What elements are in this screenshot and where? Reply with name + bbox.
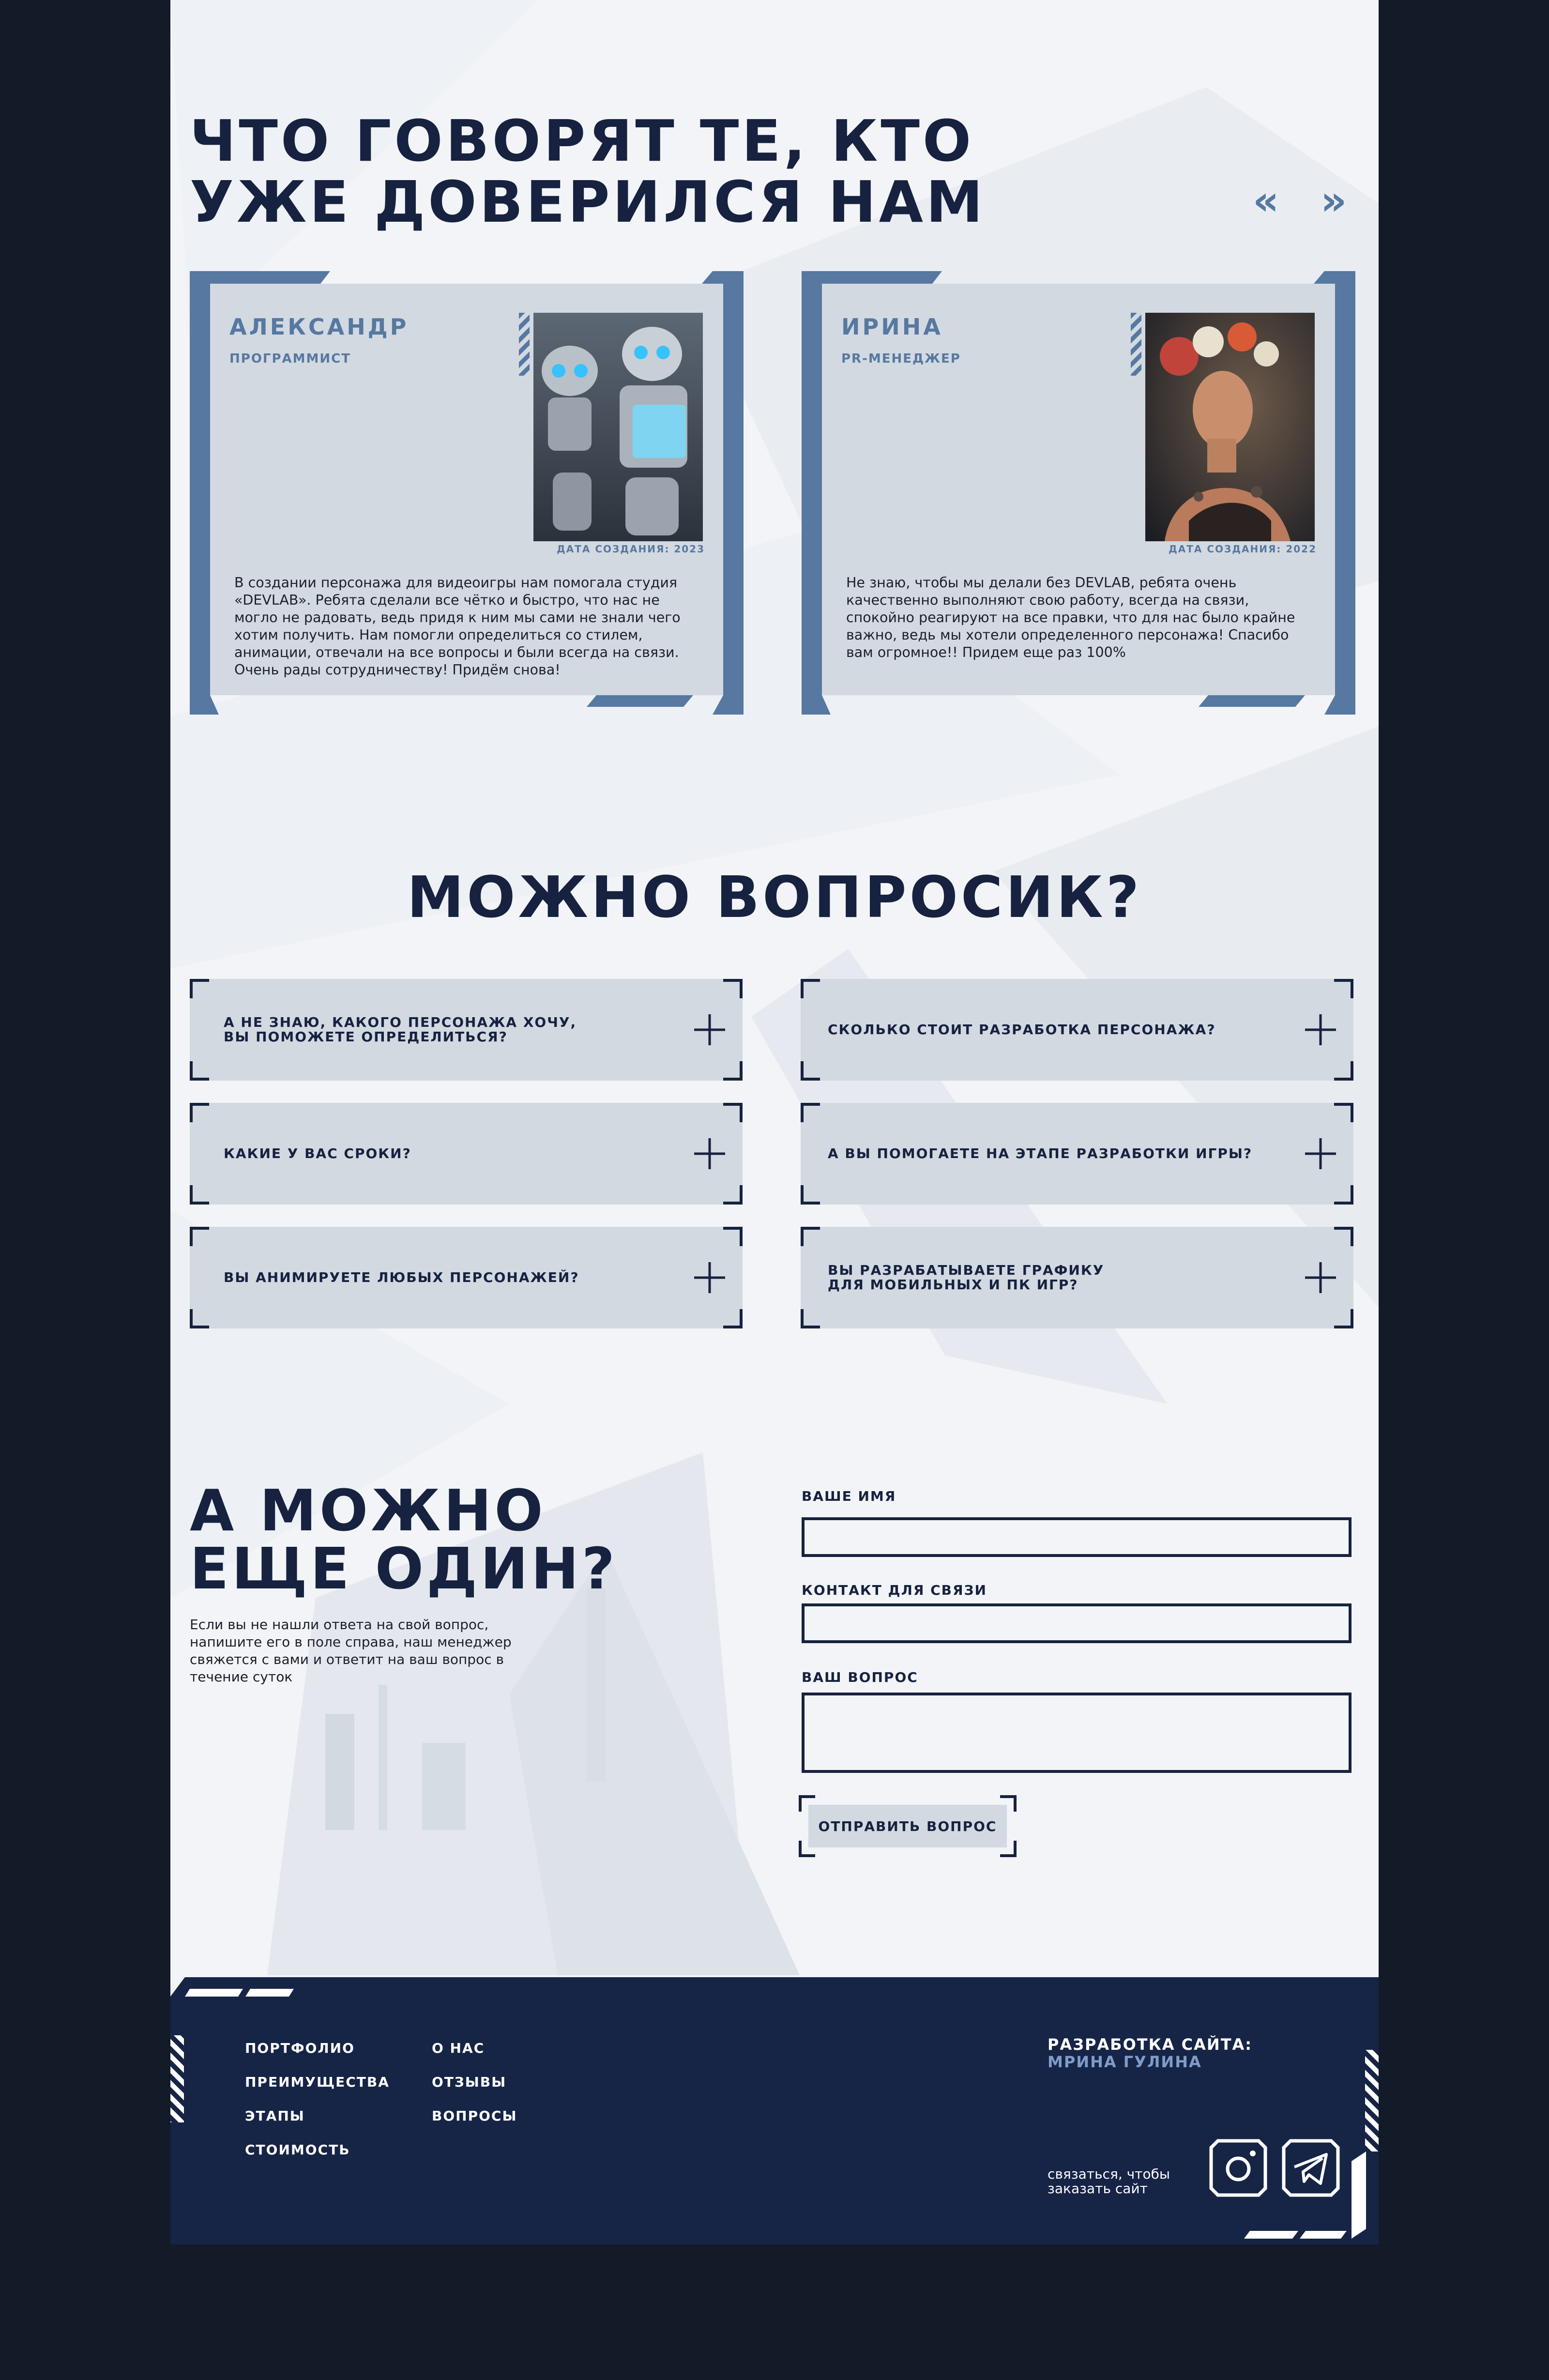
ask-title: А МОЖНО ЕЩЕ ОДИН? <box>190 1477 618 1602</box>
reviews-title: ЧТО ГОВОРЯТ ТЕ, КТО УЖЕ ДОВЕРИЛСЯ НАМ <box>190 107 986 236</box>
footer-background <box>170 1977 1379 2244</box>
contact-label: КОНТАКТ ДЛЯ СВЯЗИ <box>802 1582 987 1598</box>
review-text: Не знаю, чтобы мы делали без DEVLAB, ребята очень качественно выполняют свою работу, всегда на связи, спокойно реагируют на все правки, что для нас было крайне важно, ведь мы хотели определенного персонажа! Спасибо вам огромное!! Придем еще раз 100% <box>846 575 1295 660</box>
footer-link-reviews[interactable]: ОТЗЫВЫ <box>432 2074 507 2090</box>
faq-question: КАКИЕ У ВАС СРОКИ? <box>224 1145 411 1161</box>
footer-link-pricing[interactable]: СТОИМОСТЬ <box>245 2142 350 2158</box>
plus-icon[interactable] <box>1305 1262 1336 1293</box>
plus-icon[interactable] <box>1305 1014 1336 1045</box>
slider-prev-arrow[interactable]: « <box>1253 177 1279 224</box>
footer-link-about[interactable]: О НАС <box>432 2040 485 2056</box>
ask-description: Если вы не нашли ответа на свой вопрос, напишите его в поле справа, наш менеджер свяжется с вами и ответит на ваш вопрос в течение суток <box>190 1617 512 1685</box>
faq-title: МОЖНО ВОПРОСИК? <box>407 864 1142 931</box>
developer-label: РАЗРАБОТКА САЙТА: <box>1048 2035 1253 2054</box>
footer-link-questions[interactable]: ВОПРОСЫ <box>432 2108 517 2124</box>
photo-side-ticks <box>1131 313 1141 376</box>
reviewer-photo-frame <box>519 313 708 541</box>
faq-question: А ВЫ ПОМОГАЕТЕ НА ЭТАПЕ РАЗРАБОТКИ ИГРЫ? <box>828 1145 1253 1161</box>
content-column <box>170 0 1379 2244</box>
woman-photo <box>1145 313 1315 541</box>
faq-item[interactable] <box>190 979 743 1081</box>
reviewer-role: ПРОГРАММИСТ <box>229 351 351 366</box>
photo-side-ticks <box>519 313 530 376</box>
question-label: ВАШ ВОПРОС <box>802 1669 918 1685</box>
robot-photo <box>533 313 703 541</box>
faq-item[interactable] <box>801 1103 1353 1205</box>
question-field[interactable] <box>802 1693 1352 1773</box>
review-date: ДАТА СОЗДАНИЯ: 2023 <box>556 543 705 555</box>
reviewer-role: PR-МЕНЕДЖЕР <box>841 351 961 366</box>
review-card <box>190 271 744 715</box>
faq-question: СКОЛЬКО СТОИТ РАЗРАБОТКА ПЕРСОНАЖА? <box>828 1022 1216 1037</box>
slider-next-arrow[interactable]: » <box>1321 177 1347 224</box>
developer-name[interactable]: МРИНА ГУЛИНА <box>1048 2053 1202 2071</box>
instagram-icon[interactable] <box>1208 2138 1268 2198</box>
footer-link-portfolio[interactable]: ПОРТФОЛИО <box>245 2040 355 2056</box>
name-label: ВАШЕ ИМЯ <box>802 1488 896 1504</box>
plus-icon[interactable] <box>1305 1138 1336 1169</box>
review-text: В создании персонажа для видеоигры нам помогала студия «DEVLAB». Ребята сделали все чётко и быстро, что нас не могло не радовать, ведь придя к ним мы сами не знали чего хотим получить. Нам помогли определиться со стилем, анимации, отвечали на все вопросы и были всегда на связи. Очень рады сотрудничеству! Придём снова! <box>234 575 681 678</box>
footer <box>170 1977 1379 2244</box>
submit-button[interactable] <box>799 1795 1017 1857</box>
faq-question: ВЫ АНИМИРУЕТЕ ЛЮБЫХ ПЕРСОНАЖЕЙ? <box>224 1269 579 1285</box>
name-field[interactable] <box>802 1517 1352 1557</box>
reviewer-name: АЛЕКСАНДР <box>229 314 409 340</box>
submit-button-label: ОТПРАВИТЬ ВОПРОС <box>818 1818 997 1834</box>
contact-text: связаться, чтобы заказать сайт <box>1048 2166 1170 2197</box>
faq-item[interactable] <box>801 979 1353 1081</box>
review-date: ДАТА СОЗДАНИЯ: 2022 <box>1168 543 1317 555</box>
faq-question: ВЫ РАЗРАБАТЫВАЕТЕ ГРАФИКУ ДЛЯ МОБИЛЬНЫХ И ПК ИГР? <box>828 1262 1105 1293</box>
footer-link-stages[interactable]: ЭТАПЫ <box>245 2108 305 2124</box>
review-card <box>802 271 1355 715</box>
faq-item[interactable] <box>801 1227 1353 1328</box>
footer-link-advantages[interactable]: ПРЕИМУЩЕСТВА <box>245 2074 390 2090</box>
plus-icon[interactable] <box>694 1262 725 1293</box>
faq-item[interactable] <box>190 1103 743 1205</box>
reviewer-photo-frame <box>1131 313 1320 541</box>
plus-icon[interactable] <box>694 1138 725 1169</box>
faq-item[interactable] <box>190 1227 743 1328</box>
reviewer-name: ИРИНА <box>841 314 943 340</box>
contact-field[interactable] <box>802 1603 1352 1643</box>
telegram-icon[interactable] <box>1281 2138 1341 2198</box>
faq-question: А НЕ ЗНАЮ, КАКОГО ПЕРСОНАЖА ХОЧУ, ВЫ ПОМОЖЕТЕ ОПРЕДЕЛИТЬСЯ? <box>224 1014 577 1045</box>
plus-icon[interactable] <box>694 1014 725 1045</box>
